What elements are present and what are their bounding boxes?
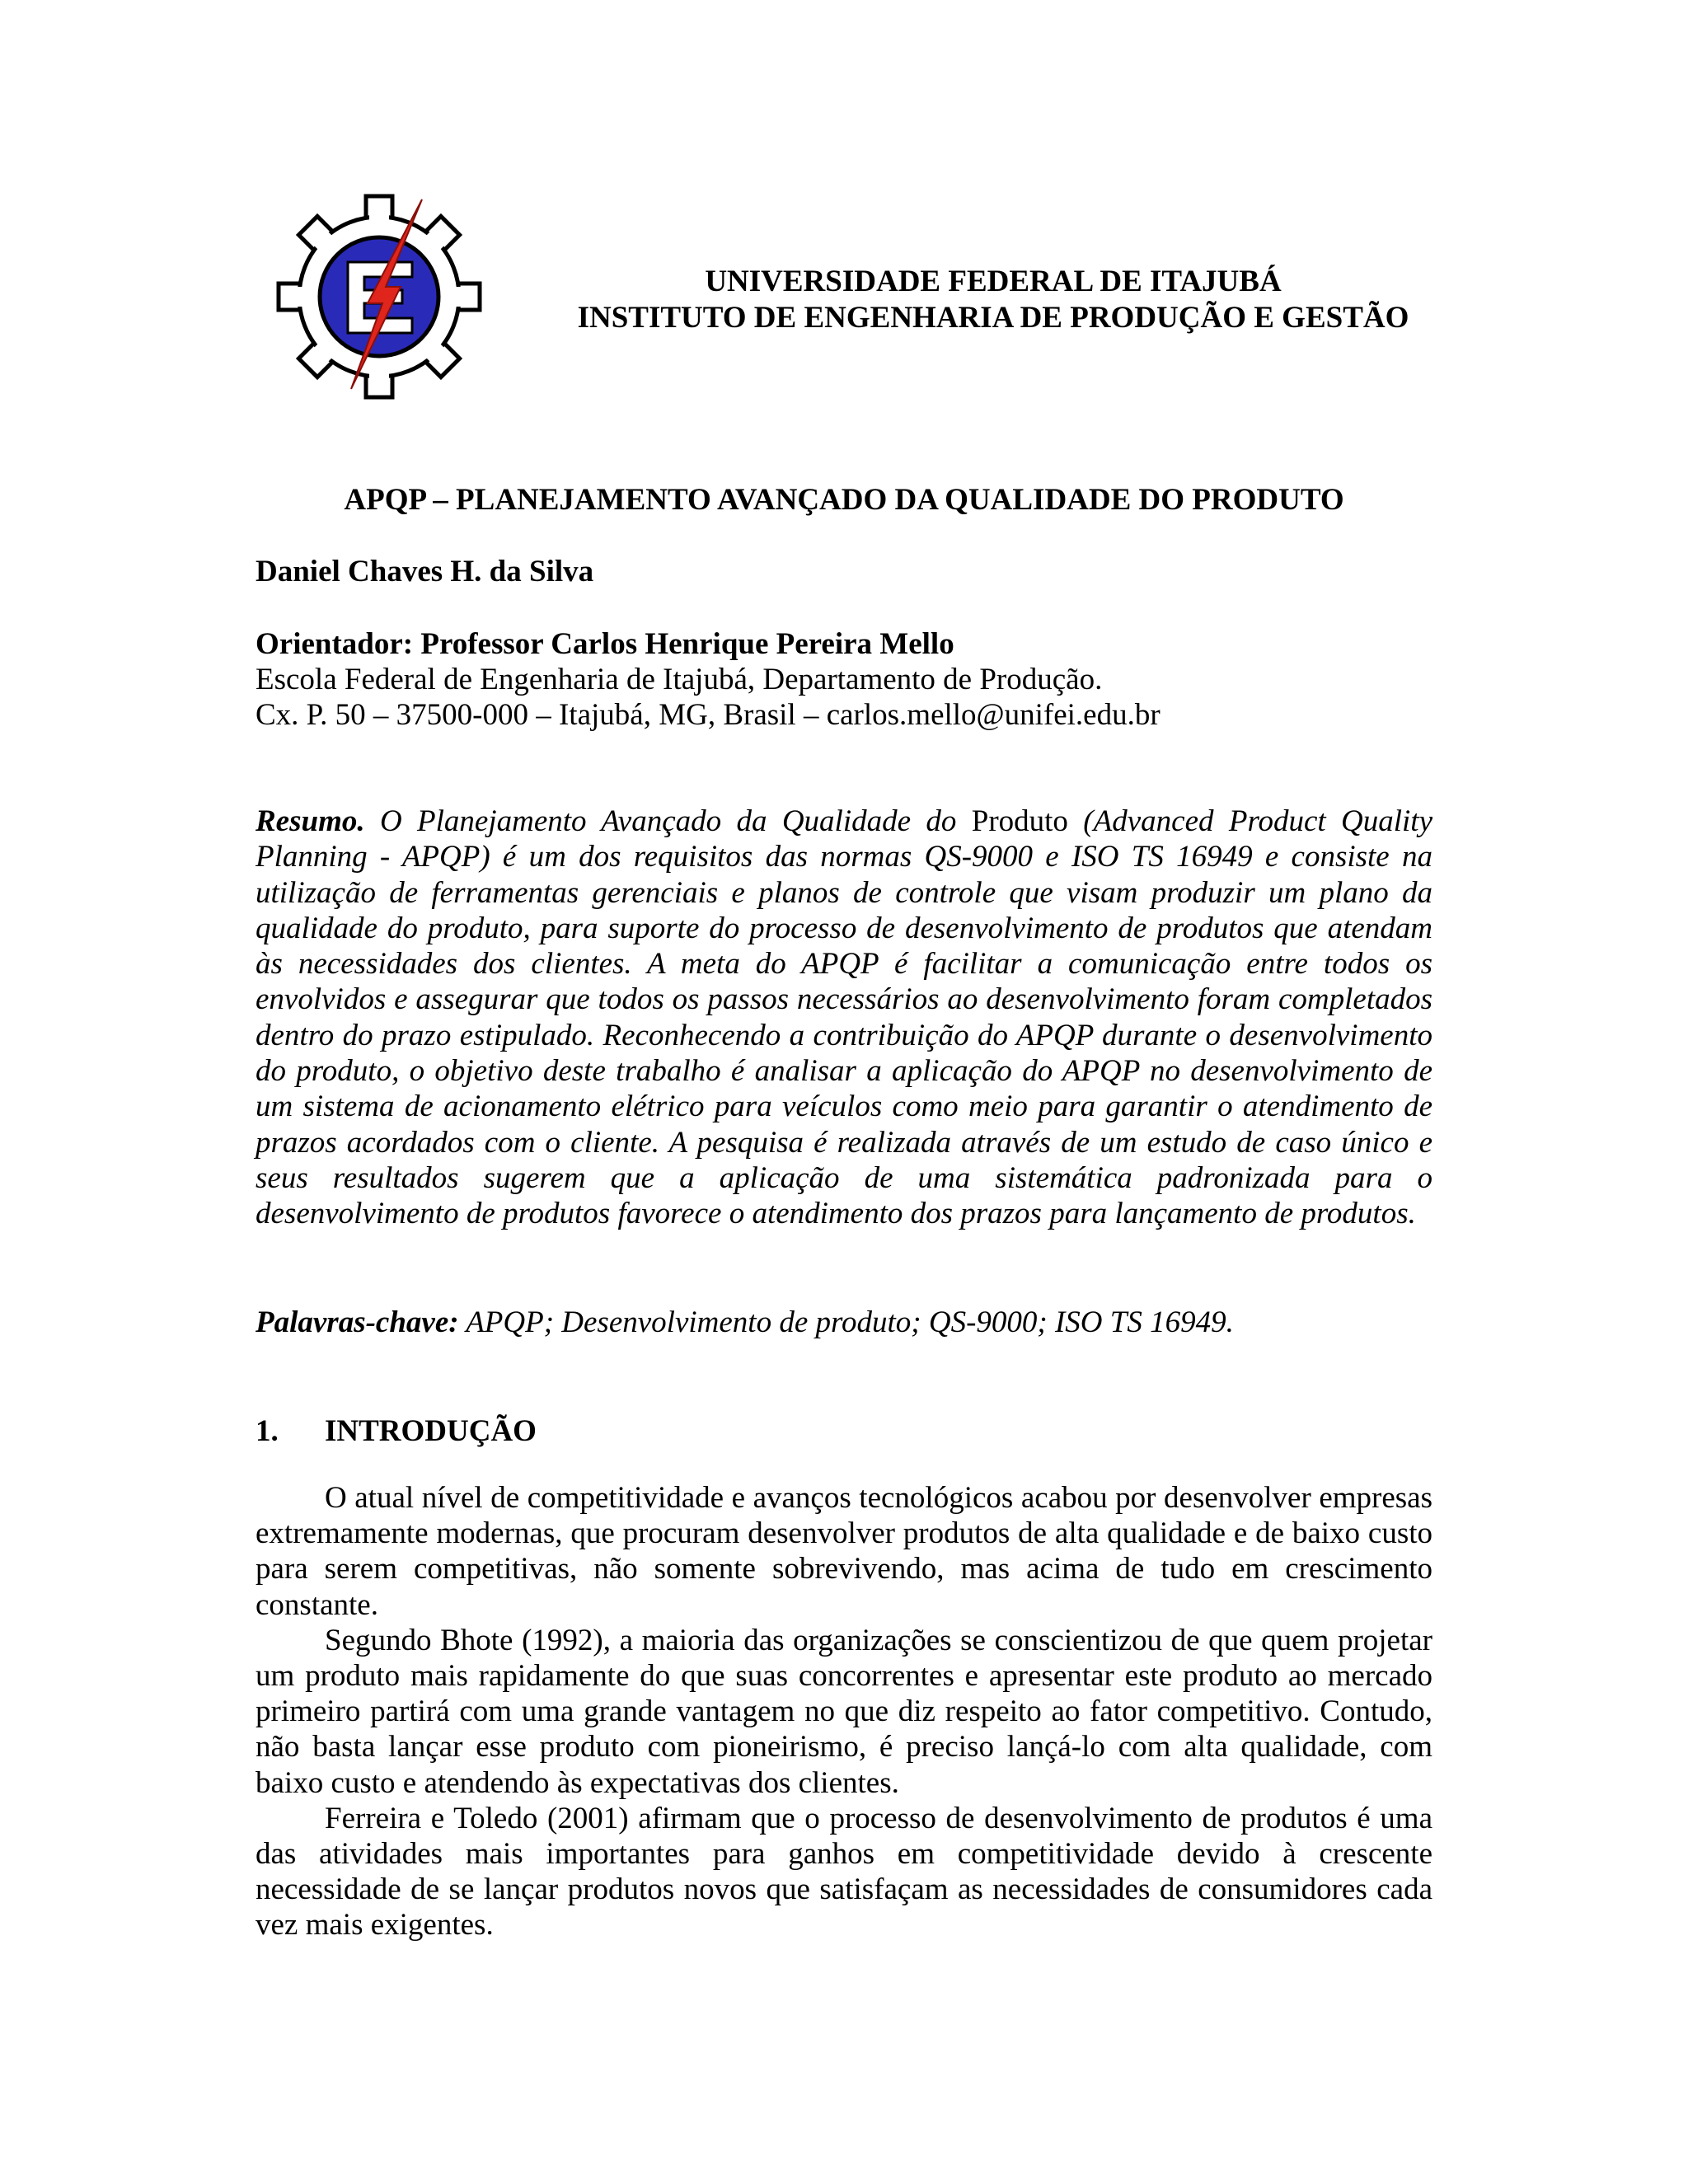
gear-lightning-logo-icon [272, 190, 486, 404]
abstract-label: Resumo. [256, 804, 365, 838]
paragraph: Segundo Bhote (1992), a maioria das organizações se conscientizou de que quem projetar um produto mais rapidamente do que suas concorrentes e apresentar este produto ao mercado primeiro partirá com uma grande vantagem no que diz respeito ao fator competitivo. Contudo, não basta lançar esse produto com pioneirismo, é preciso lançá-lo com alta qualidade, com baixo custo e atendendo às expectativas dos clientes. [256, 1623, 1432, 1800]
section-title: INTRODUÇÃO [325, 1414, 537, 1448]
keywords-text: APQP; Desenvolvimento de produto; QS-9000; ISO TS 16949. [466, 1305, 1234, 1339]
keywords-label: Palavras-chave: [256, 1305, 459, 1339]
section-heading [256, 1413, 1432, 1450]
paper-title: APQP – PLANEJAMENTO AVANÇADO DA QUALIDADE DO PRODUTO [344, 483, 1344, 517]
advisor-block [256, 626, 1432, 733]
advisor-address: Cx. P. 50 – 37500-000 – Itajubá, MG, Brasil – carlos.mello@unifei.edu.br [256, 698, 1160, 732]
abstract [256, 804, 1432, 1232]
keywords [256, 1305, 1432, 1340]
section-number: 1. [256, 1414, 279, 1448]
institute-name: INSTITUTO DE ENGENHARIA DE PRODUÇÃO E GESTÃO [577, 301, 1409, 335]
paragraph: Ferreira e Toledo (2001) afirmam que o processo de desenvolvimento de produtos é uma das atividades mais importantes para ganhos em competitividade devido à crescente necessidade de se lançar produtos novos que satisfaçam as necessidades de consumidores cada vez mais exigentes. [256, 1801, 1432, 1943]
abstract-text-part2: (Advanced Product Quality Planning - APQP) é um dos requisitos das normas QS-9000 e ISO TS 16949 e consiste na utilização de ferramentas gerenciais e planos de controle que visam produzir um plano da qualidade do produto, para suporte do processo de desenvolvimento de produtos que atendam às necessidades dos clientes. A meta do APQP é facilitar a comunicação entre todos os envolvidos e assegurar que todos os passos necessários ao desenvolvimento foram completados dentro do prazo estipulado. Reconhecendo a contribuição do APQP durante o desenvolvimento do produto, o objetivo deste trabalho é analisar a aplicação do APQP no desenvolvimento de um sistema de acionamento elétrico para veículos como meio para garantir o atendimento de prazos acordados com o cliente. A pesquisa é realizada através de um estudo de caso único e seus resultados sugerem que a aplicação de uma sistemática padronizada para o desenvolvimento de produtos favorece o atendimento dos prazos para lançamento de produtos. [256, 804, 1433, 1231]
advisor-name: Orientador: Professor Carlos Henrique Pereira Mello [256, 627, 954, 661]
paragraph: O atual nível de competitividade e avanços tecnológicos acabou por desenvolver empresas extremamente modernas, que procuram desenvolver produtos de alta qualidade e de baixo custo para serem competitivas, não somente sobrevivendo, mas acima de tudo em crescimento constante. [256, 1481, 1432, 1622]
section-body [256, 1480, 1432, 1943]
abstract-upright-word: Produto [971, 804, 1068, 838]
abstract-text-part1: O Planejamento Avançado da Qualidade do [379, 804, 957, 838]
institution-header [528, 264, 1459, 336]
author-name: Daniel Chaves H. da Silva [256, 555, 594, 588]
university-name: UNIVERSIDADE FEDERAL DE ITAJUBÁ [705, 265, 1282, 298]
advisor-affiliation: Escola Federal de Engenharia de Itajubá, Departamento de Produção. [256, 663, 1103, 696]
